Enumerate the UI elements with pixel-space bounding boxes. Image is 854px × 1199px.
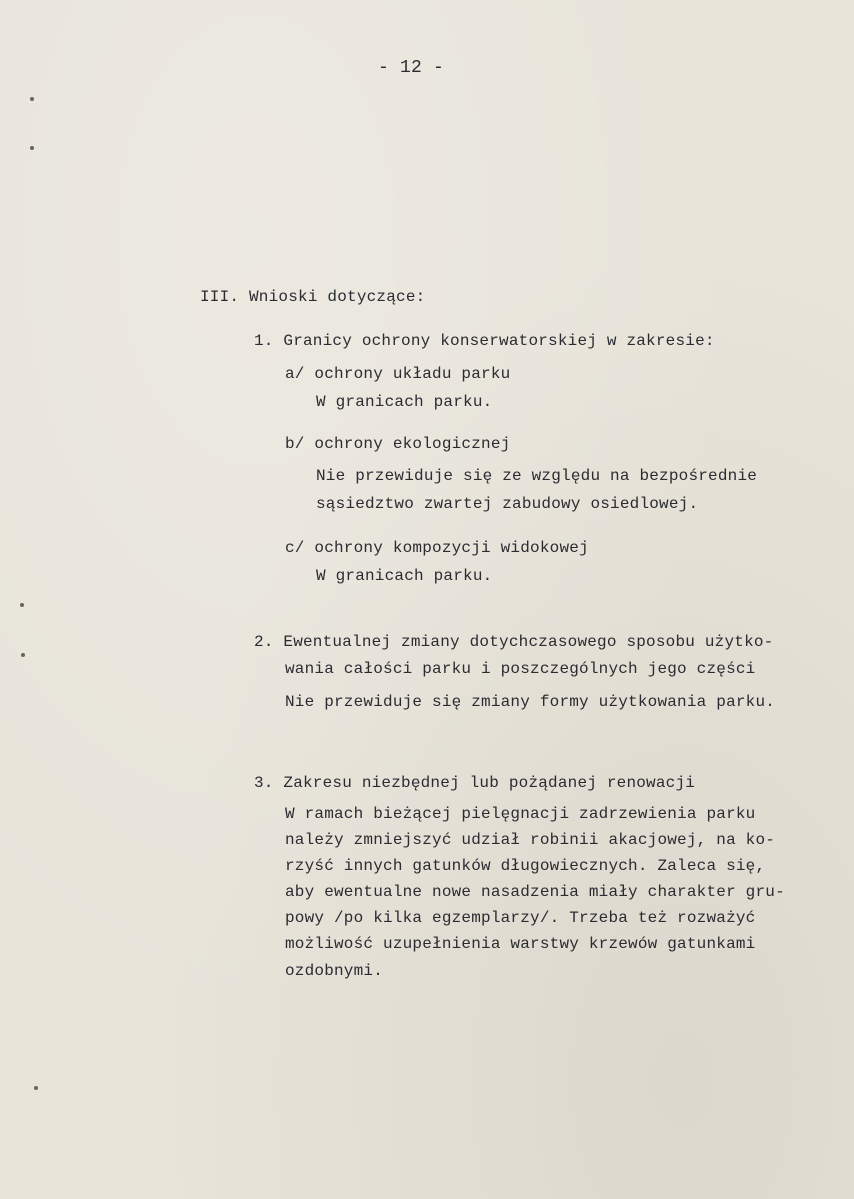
item-2-title-line: wania całości parku i poszczególnych jego części — [285, 660, 756, 678]
item-3-text-line: możliwość uzupełnienia warstwy krzewów gatunkami — [285, 935, 756, 953]
section-heading: III. Wnioski dotyczące: — [200, 288, 426, 306]
item-3-text-line: ozdobnymi. — [285, 962, 384, 980]
subitem-b-text-line: Nie przewiduje się ze względu na bezpośrednie — [316, 467, 758, 485]
punch-hole-mark — [30, 146, 34, 150]
punch-hole-mark — [21, 653, 25, 657]
item-3-text-line: aby ewentualne nowe nasadzenia miały charakter gru- — [285, 883, 785, 901]
subitem-c-title: c/ ochrony kompozycji widokowej — [285, 539, 589, 557]
punch-hole-mark — [30, 97, 34, 101]
subitem-a-text: W granicach parku. — [316, 393, 493, 411]
subitem-c-text: W granicach parku. — [316, 567, 493, 585]
item-3-text-line: W ramach bieżącej pielęgnacji zadrzewienia parku — [285, 805, 756, 823]
punch-hole-mark — [34, 1086, 38, 1090]
item-2-text: Nie przewiduje się zmiany formy użytkowania parku. — [285, 693, 776, 711]
punch-hole-mark — [20, 603, 24, 607]
subitem-b-text-line: sąsiedztwo zwartej zabudowy osiedlowej. — [316, 495, 699, 513]
item-2-title-line: 2. Ewentualnej zmiany dotychczasowego sposobu użytko- — [254, 633, 774, 651]
item-3-text-line: rzyść innych gatunków długowiecznych. Zaleca się, — [285, 857, 766, 875]
item-1-title: 1. Granicy ochrony konserwatorskiej w zakresie: — [254, 332, 715, 350]
item-3-title: 3. Zakresu niezbędnej lub pożądanej renowacji — [254, 774, 696, 792]
item-3-text-line: należy zmniejszyć udział robinii akacjowej, na ko- — [285, 831, 776, 849]
subitem-a-title: a/ ochrony układu parku — [285, 365, 511, 383]
subitem-b-title: b/ ochrony ekologicznej — [285, 435, 511, 453]
item-3-text-line: powy /po kilka egzemplarzy/. Trzeba też rozważyć — [285, 909, 756, 927]
page-number: - 12 - — [378, 58, 445, 78]
